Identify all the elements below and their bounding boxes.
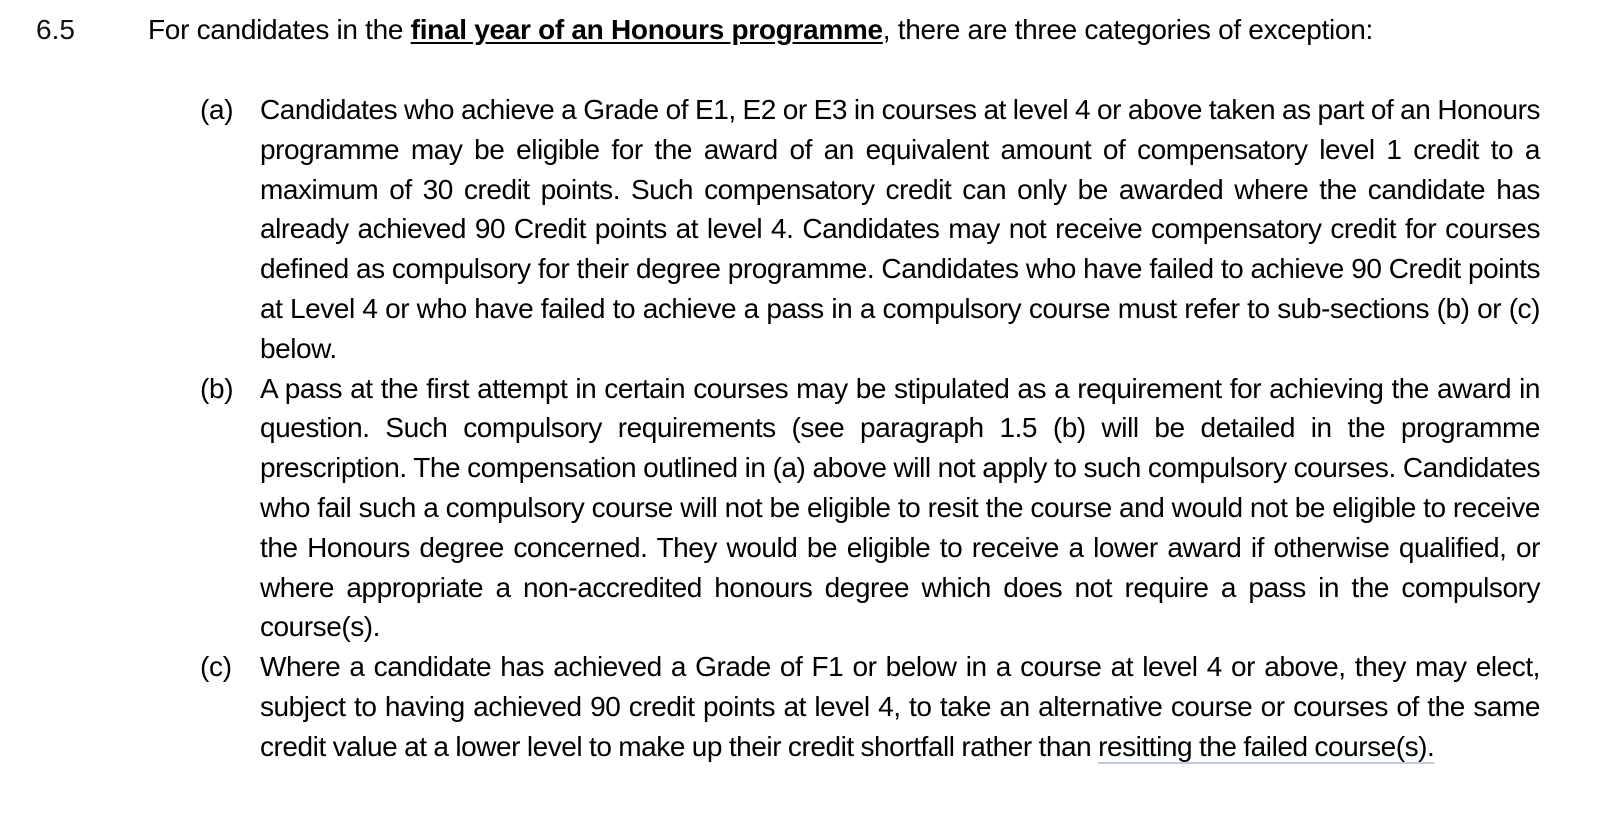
intro-emphasis: final year of an Honours programme bbox=[410, 14, 883, 45]
list-item-text: A pass at the first attempt in certain courses may be stipulated as a requirement for achieving the award in question. Such compulsory requirements (see paragraph 1.5 (b) will be detailed in the programme prescription. The compensation outlined in (a) above will not apply to such compulsory courses. Candidates who fail such a compulsory course will not be eligible to resit the course and would not be eligible to receive the Honours degree concerned. They would be eligible to receive a lower award if otherwise qualified, or where appropriate a non-accredited honours degree which does not require a pass in the compulsory course(s). bbox=[260, 372, 1540, 643]
list-item-a bbox=[200, 90, 1540, 369]
exception-list bbox=[200, 90, 1540, 767]
list-item-b bbox=[200, 369, 1540, 648]
intro-text-after: , there are three categories of exception: bbox=[882, 14, 1373, 45]
intro-text-before: For candidates in the bbox=[148, 14, 411, 45]
section-intro bbox=[148, 13, 1373, 47]
section-number: 6.5 bbox=[36, 14, 75, 45]
list-item-label: (b) bbox=[200, 372, 234, 404]
list-item-label: (a) bbox=[200, 94, 234, 125]
list-item-text: Candidates who achieve a Grade of E1, E2 or E3 in courses at level 4 or above taken as part of an Honours programme may be eligible for the award of an equivalent amount of compensatory level 1 credit to a maximum of 30 credit points. Such compensatory credit can only be awarded where the candidate has already achieved 90 Credit points at level 4. Candidates may not receive compensatory credit for courses defined as compulsory for their degree programme. Candidates who have failed to achieve 90 Credit points at Level 4 or who have failed to achieve a pass in a compulsory course must refer to sub-sections (b) or (c) below. bbox=[260, 94, 1540, 364]
list-item-c bbox=[200, 647, 1540, 766]
list-item-text-main: Where a candidate has achieved a Grade of F1 or below in a course at level 4 or above, they may elect, subject to having achieved 90 credit points at level 4, to take an alternative course or courses of the same credit value at a lower level to make up their credit shortfall rather than bbox=[260, 651, 1540, 762]
list-item-label: (c) bbox=[200, 651, 232, 683]
list-item-text bbox=[260, 647, 1540, 766]
list-item-text-underlined: resitting the failed course(s). bbox=[1098, 730, 1435, 762]
